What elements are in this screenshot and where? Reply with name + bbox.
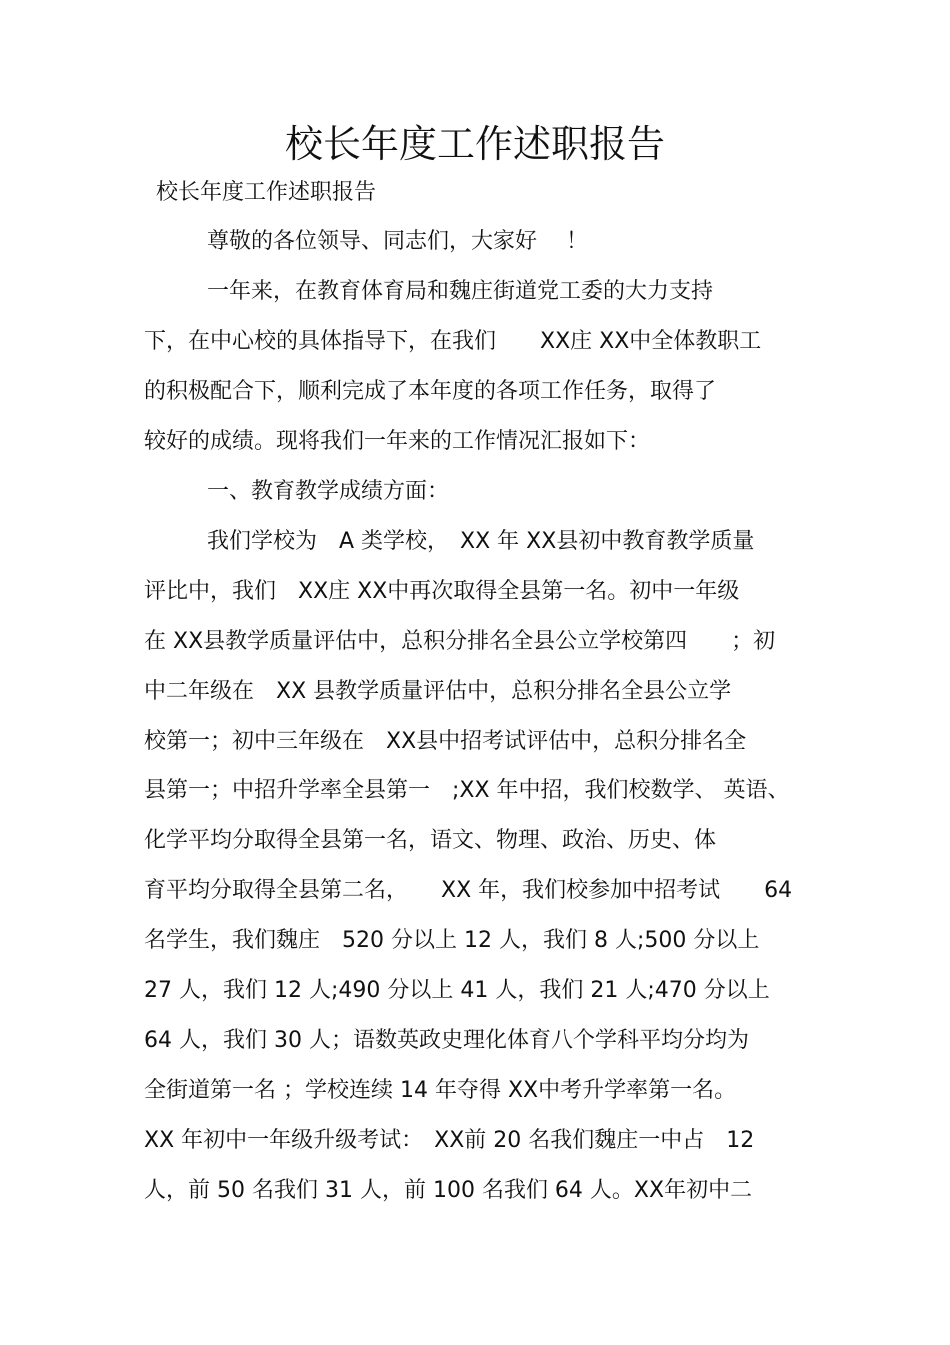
- paragraph-line: 尊敬的各位领导、同志们，大家好 ！: [207, 229, 588, 254]
- paragraph-line: 在 XX县教学质量评估中，总积分排名全县公立学校第四 ；初: [144, 629, 776, 654]
- section-heading: 一、教育教学成绩方面：: [207, 479, 450, 504]
- paragraph-line: 名学生，我们魏庄 520 分以上 12 人，我们 8 人;500 分以上: [144, 928, 760, 953]
- paragraph-line: XX 年初中一年级升级考试： XX前 20 名我们魏庄一中占 12: [144, 1128, 755, 1153]
- document-subtitle: 校长年度工作述职报告: [156, 180, 377, 205]
- paragraph-line: 人，前 50 名我们 31 人，前 100 名我们 64 人。XX年初中二: [144, 1178, 753, 1203]
- paragraph-line: 中二年级在 XX 县教学质量评估中，总积分排名全县公立学: [144, 679, 732, 704]
- paragraph-line: 县第一；中招升学率全县第一 ;XX 年中招，我们校数学、 英语、: [144, 778, 790, 803]
- paragraph-line: 评比中，我们 XX庄 XX中再次取得全县第一名。初中一年级: [144, 579, 740, 604]
- document-title: 校长年度工作述职报告: [284, 122, 665, 166]
- paragraph-line: 的积极配合下，顺利完成了本年度的各项工作任务，取得了: [144, 379, 717, 404]
- paragraph-line: 校第一；初中三年级在 XX县中招考试评估中，总积分排名全: [144, 729, 747, 754]
- paragraph-line: 我们学校为 A 类学校， XX 年 XX县初中教育教学质量: [207, 529, 755, 554]
- paragraph-line: 较好的成绩。现将我们一年来的工作情况汇报如下：: [144, 429, 651, 454]
- paragraph-line: 64 人，我们 30 人；语数英政史理化体育八个学科平均分均为: [144, 1028, 749, 1053]
- paragraph-line: 27 人，我们 12 人;490 分以上 41 人，我们 21 人;470 分以上: [144, 978, 770, 1003]
- paragraph-line: 全街道第一名 ；学校连续 14 年夺得 XX中考升学率第一名。: [144, 1078, 737, 1103]
- paragraph-line: 下，在中心校的具体指导下，在我们 XX庄 XX中全体教职工: [144, 329, 762, 354]
- paragraph-line: 一年来，在教育体育局和魏庄街道党工委的大力支持: [207, 279, 714, 304]
- paragraph-line: 化学平均分取得全县第一名，语文、物理、政治、历史、体: [144, 828, 717, 853]
- paragraph-line: 育平均分取得全县第二名， XX 年，我们校参加中招考试 64: [144, 878, 793, 903]
